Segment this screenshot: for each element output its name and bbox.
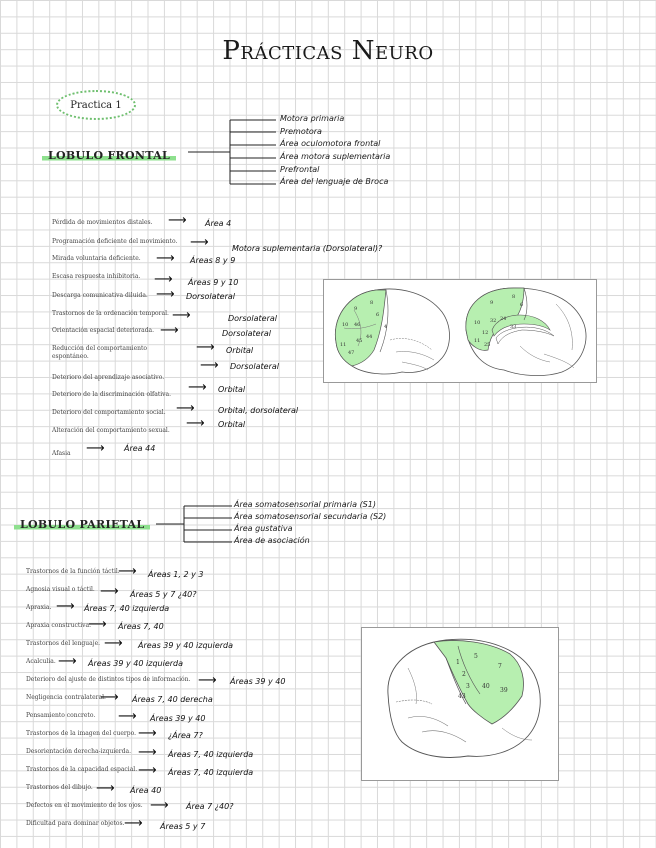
- arrow-icon: ⟶: [86, 441, 105, 456]
- arrow-icon: ⟶: [124, 816, 143, 831]
- parietal-branch: Área gustativa: [234, 524, 293, 533]
- frontal-brain-diagram: [323, 279, 597, 383]
- frontal-row-value: Área 4: [205, 219, 232, 228]
- parietal-row-value: ¿Área 7?: [168, 731, 203, 740]
- parietal-row-label: Trastornos de la imagen del cuerpo.: [26, 730, 137, 737]
- area-number: 24: [500, 316, 507, 322]
- frontal-row-value: Área 44: [124, 444, 156, 453]
- parietal-row-label: Agnosia visual o táctil.: [26, 586, 95, 593]
- area-number: 9: [354, 306, 358, 312]
- arrow-icon: ⟶: [154, 272, 173, 287]
- parietal-row-value: Áreas 39 y 40 izquierda: [138, 641, 234, 650]
- parietal-row-label: Trastornos del dibujo.: [26, 784, 93, 791]
- frontal-bracket: [180, 114, 280, 190]
- area-number: 11: [474, 338, 481, 344]
- parietal-row-value: Áreas 5 y 7 ¿40?: [130, 590, 197, 599]
- frontal-row-value: Áreas 9 y 10: [188, 278, 239, 287]
- arrow-icon: ⟶: [96, 781, 115, 796]
- frontal-row-value: Dorsolateral: [222, 329, 272, 338]
- area-number: 43: [458, 693, 466, 700]
- frontal-row-label: Trastornos de la ordenación temporal.: [52, 310, 169, 317]
- parietal-row-value: Áreas 39 y 40: [150, 714, 206, 723]
- parietal-row-label: Trastornos de la función táctil.: [26, 568, 120, 575]
- parietal-row-value: Área 40: [130, 786, 162, 795]
- parietal-lobe-label: LOBULO PARIETAL: [14, 517, 150, 532]
- frontal-lobe-label: LOBULO FRONTAL: [42, 148, 176, 163]
- arrow-icon: ⟶: [200, 358, 219, 373]
- arrow-icon: ⟶: [118, 709, 137, 724]
- frontal-row-value: Dorsolateral: [230, 362, 280, 371]
- area-number: 6: [520, 302, 524, 308]
- frontal-row-value: Dorsolateral: [186, 292, 236, 301]
- arrow-icon: ⟶: [58, 654, 77, 669]
- parietal-row-value: Área 7 ¿40?: [186, 802, 234, 811]
- parietal-row-value: Áreas 39 y 40 izquierda: [88, 659, 184, 668]
- frontal-row-label: Orientación espacial deteriorada.: [52, 327, 155, 334]
- arrow-icon: ⟶: [118, 564, 137, 579]
- area-number: 45: [356, 338, 363, 344]
- area-number: 6: [376, 312, 380, 318]
- frontal-row-label: Deterioro del comportamiento social.: [52, 409, 166, 416]
- frontal-branch: Premotora: [280, 127, 322, 136]
- frontal-row-label: Programación deficiente del movimiento.: [52, 238, 178, 245]
- arrow-icon: ⟶: [160, 323, 179, 338]
- arrow-icon: ⟶: [100, 690, 119, 705]
- parietal-row-value: Áreas 7, 40 izquierda: [84, 604, 170, 613]
- parietal-row-value: Áreas 1, 2 y 3: [148, 570, 204, 579]
- medial-brain-view: [466, 288, 586, 376]
- area-number: 3: [466, 683, 470, 690]
- arrow-icon: ⟶: [150, 798, 169, 813]
- parietal-row-label: Apraxia constructiva.: [26, 622, 92, 629]
- arrow-icon: ⟶: [88, 617, 107, 632]
- frontal-row-label: Mirada voluntaria deficiente.: [52, 255, 141, 262]
- arrow-icon: ⟶: [196, 340, 215, 355]
- area-number: 5: [474, 653, 478, 660]
- parietal-branch: Área somatosensorial primaria (S1): [234, 500, 376, 509]
- arrow-icon: ⟶: [190, 235, 209, 250]
- area-number: 12: [482, 330, 489, 336]
- area-number: 46: [354, 322, 361, 328]
- frontal-row-label: Pérdida de movimientos distales.: [52, 219, 153, 226]
- area-number: 10: [342, 322, 349, 328]
- parietal-branch: Área somatosensorial secundaria (S2): [234, 512, 387, 521]
- frontal-row-value: Dorsolateral: [228, 314, 278, 323]
- area-number: 2: [462, 671, 466, 678]
- parietal-bracket: [148, 500, 234, 546]
- parietal-row-label: Desorientación derecha-izquierda.: [26, 748, 131, 755]
- arrow-icon: ⟶: [100, 584, 119, 599]
- parietal-row-value: Áreas 7, 40 izquierda: [168, 750, 254, 759]
- frontal-row-value: Áreas 8 y 9: [190, 256, 236, 265]
- area-number: 7: [498, 663, 502, 670]
- area-number: 40: [482, 683, 490, 690]
- parietal-row-value: Áreas 5 y 7: [160, 822, 206, 831]
- parietal-row-label: Apraxia.: [26, 604, 52, 611]
- arrow-icon: ⟶: [56, 599, 75, 614]
- arrow-icon: ⟶: [176, 401, 195, 416]
- area-number: 9: [490, 300, 494, 306]
- area-number: 47: [348, 350, 355, 356]
- frontal-row-value: Orbital: [218, 385, 246, 394]
- frontal-row-label: Reducción del comportamiento espontáneo.: [52, 345, 148, 360]
- frontal-branch: Área motora suplementaria: [280, 152, 391, 161]
- frontal-row-value: Motora suplementaria (Dorsolateral)?: [232, 244, 383, 253]
- parietal-row-label: Trastornos del lenguaje.: [26, 640, 101, 647]
- parietal-row-label: Dificultad para dominar objetos.: [26, 820, 125, 827]
- frontal-row-label: Afasia: [52, 450, 71, 457]
- parietal-row-label: Negligencia contralateral.: [26, 694, 106, 701]
- frontal-row-label: Descarga comunicativa diluida.: [52, 292, 148, 299]
- area-number: 44: [366, 334, 373, 340]
- parietal-row-value: Áreas 7, 40 izquierda: [168, 768, 254, 777]
- arrow-icon: ⟶: [156, 287, 175, 302]
- area-number: 11: [340, 342, 347, 348]
- frontal-row-label: Deterioro de la discriminación olfativa.: [52, 391, 172, 398]
- frontal-branch: Motora primaria: [280, 114, 345, 123]
- parietal-row-label: Deterioro del ajuste de distintos tipos de información.: [26, 676, 191, 683]
- page-title: Prácticas Neuro: [222, 36, 434, 66]
- parietal-row-value: Áreas 39 y 40: [230, 677, 286, 686]
- parietal-row-value: Áreas 7, 40 derecha: [132, 695, 213, 704]
- frontal-row-label: Alteración del comportamiento sexual.: [52, 427, 170, 434]
- arrow-icon: ⟶: [198, 673, 217, 688]
- arrow-icon: ⟶: [168, 213, 187, 228]
- frontal-row-label: Escasa respuesta inhibitoria.: [52, 273, 141, 280]
- parietal-row-label: Pensamiento concreto.: [26, 712, 96, 719]
- area-number: 33: [510, 324, 517, 330]
- parietal-row-value: Áreas 7, 40: [118, 622, 164, 631]
- frontal-row-value: Orbital: [226, 346, 254, 355]
- area-number: 10: [474, 320, 481, 326]
- area-number: 8: [370, 300, 374, 306]
- parietal-branch: Área de asociación: [234, 536, 310, 545]
- frontal-branch: Área oculomotora frontal: [280, 139, 381, 148]
- frontal-branch: Área del lenguaje de Broca: [280, 177, 389, 186]
- area-number: 4: [384, 324, 388, 330]
- arrow-icon: ⟶: [138, 745, 157, 760]
- area-number: 39: [500, 687, 508, 694]
- arrow-icon: ⟶: [138, 726, 157, 741]
- parietal-row-label: Acalculia.: [26, 658, 56, 665]
- lateral-brain-view: [335, 289, 449, 374]
- frontal-row-label: Deterioro del aprendizaje asociativo.: [52, 374, 165, 381]
- arrow-icon: ⟶: [188, 380, 207, 395]
- area-number: 8: [512, 294, 516, 300]
- practice-badge: Practica 1: [56, 90, 136, 120]
- parietal-brain-diagram: [361, 627, 559, 781]
- area-number: 25: [484, 342, 491, 348]
- area-number: 32: [490, 318, 497, 324]
- arrow-icon: ⟶: [104, 636, 123, 651]
- frontal-row-value: Orbital, dorsolateral: [218, 406, 299, 415]
- frontal-row-value: Orbital: [218, 420, 246, 429]
- arrow-icon: ⟶: [138, 763, 157, 778]
- parietal-row-label: Trastornos de la capacidad espacial.: [26, 766, 138, 773]
- area-number: 1: [456, 659, 460, 666]
- arrow-icon: ⟶: [156, 251, 175, 266]
- arrow-icon: ⟶: [186, 416, 205, 431]
- arrow-icon: ⟶: [172, 308, 191, 323]
- frontal-branch: Prefrontal: [280, 165, 320, 174]
- parietal-row-label: Defectos en el movimiento de los ojos.: [26, 802, 143, 809]
